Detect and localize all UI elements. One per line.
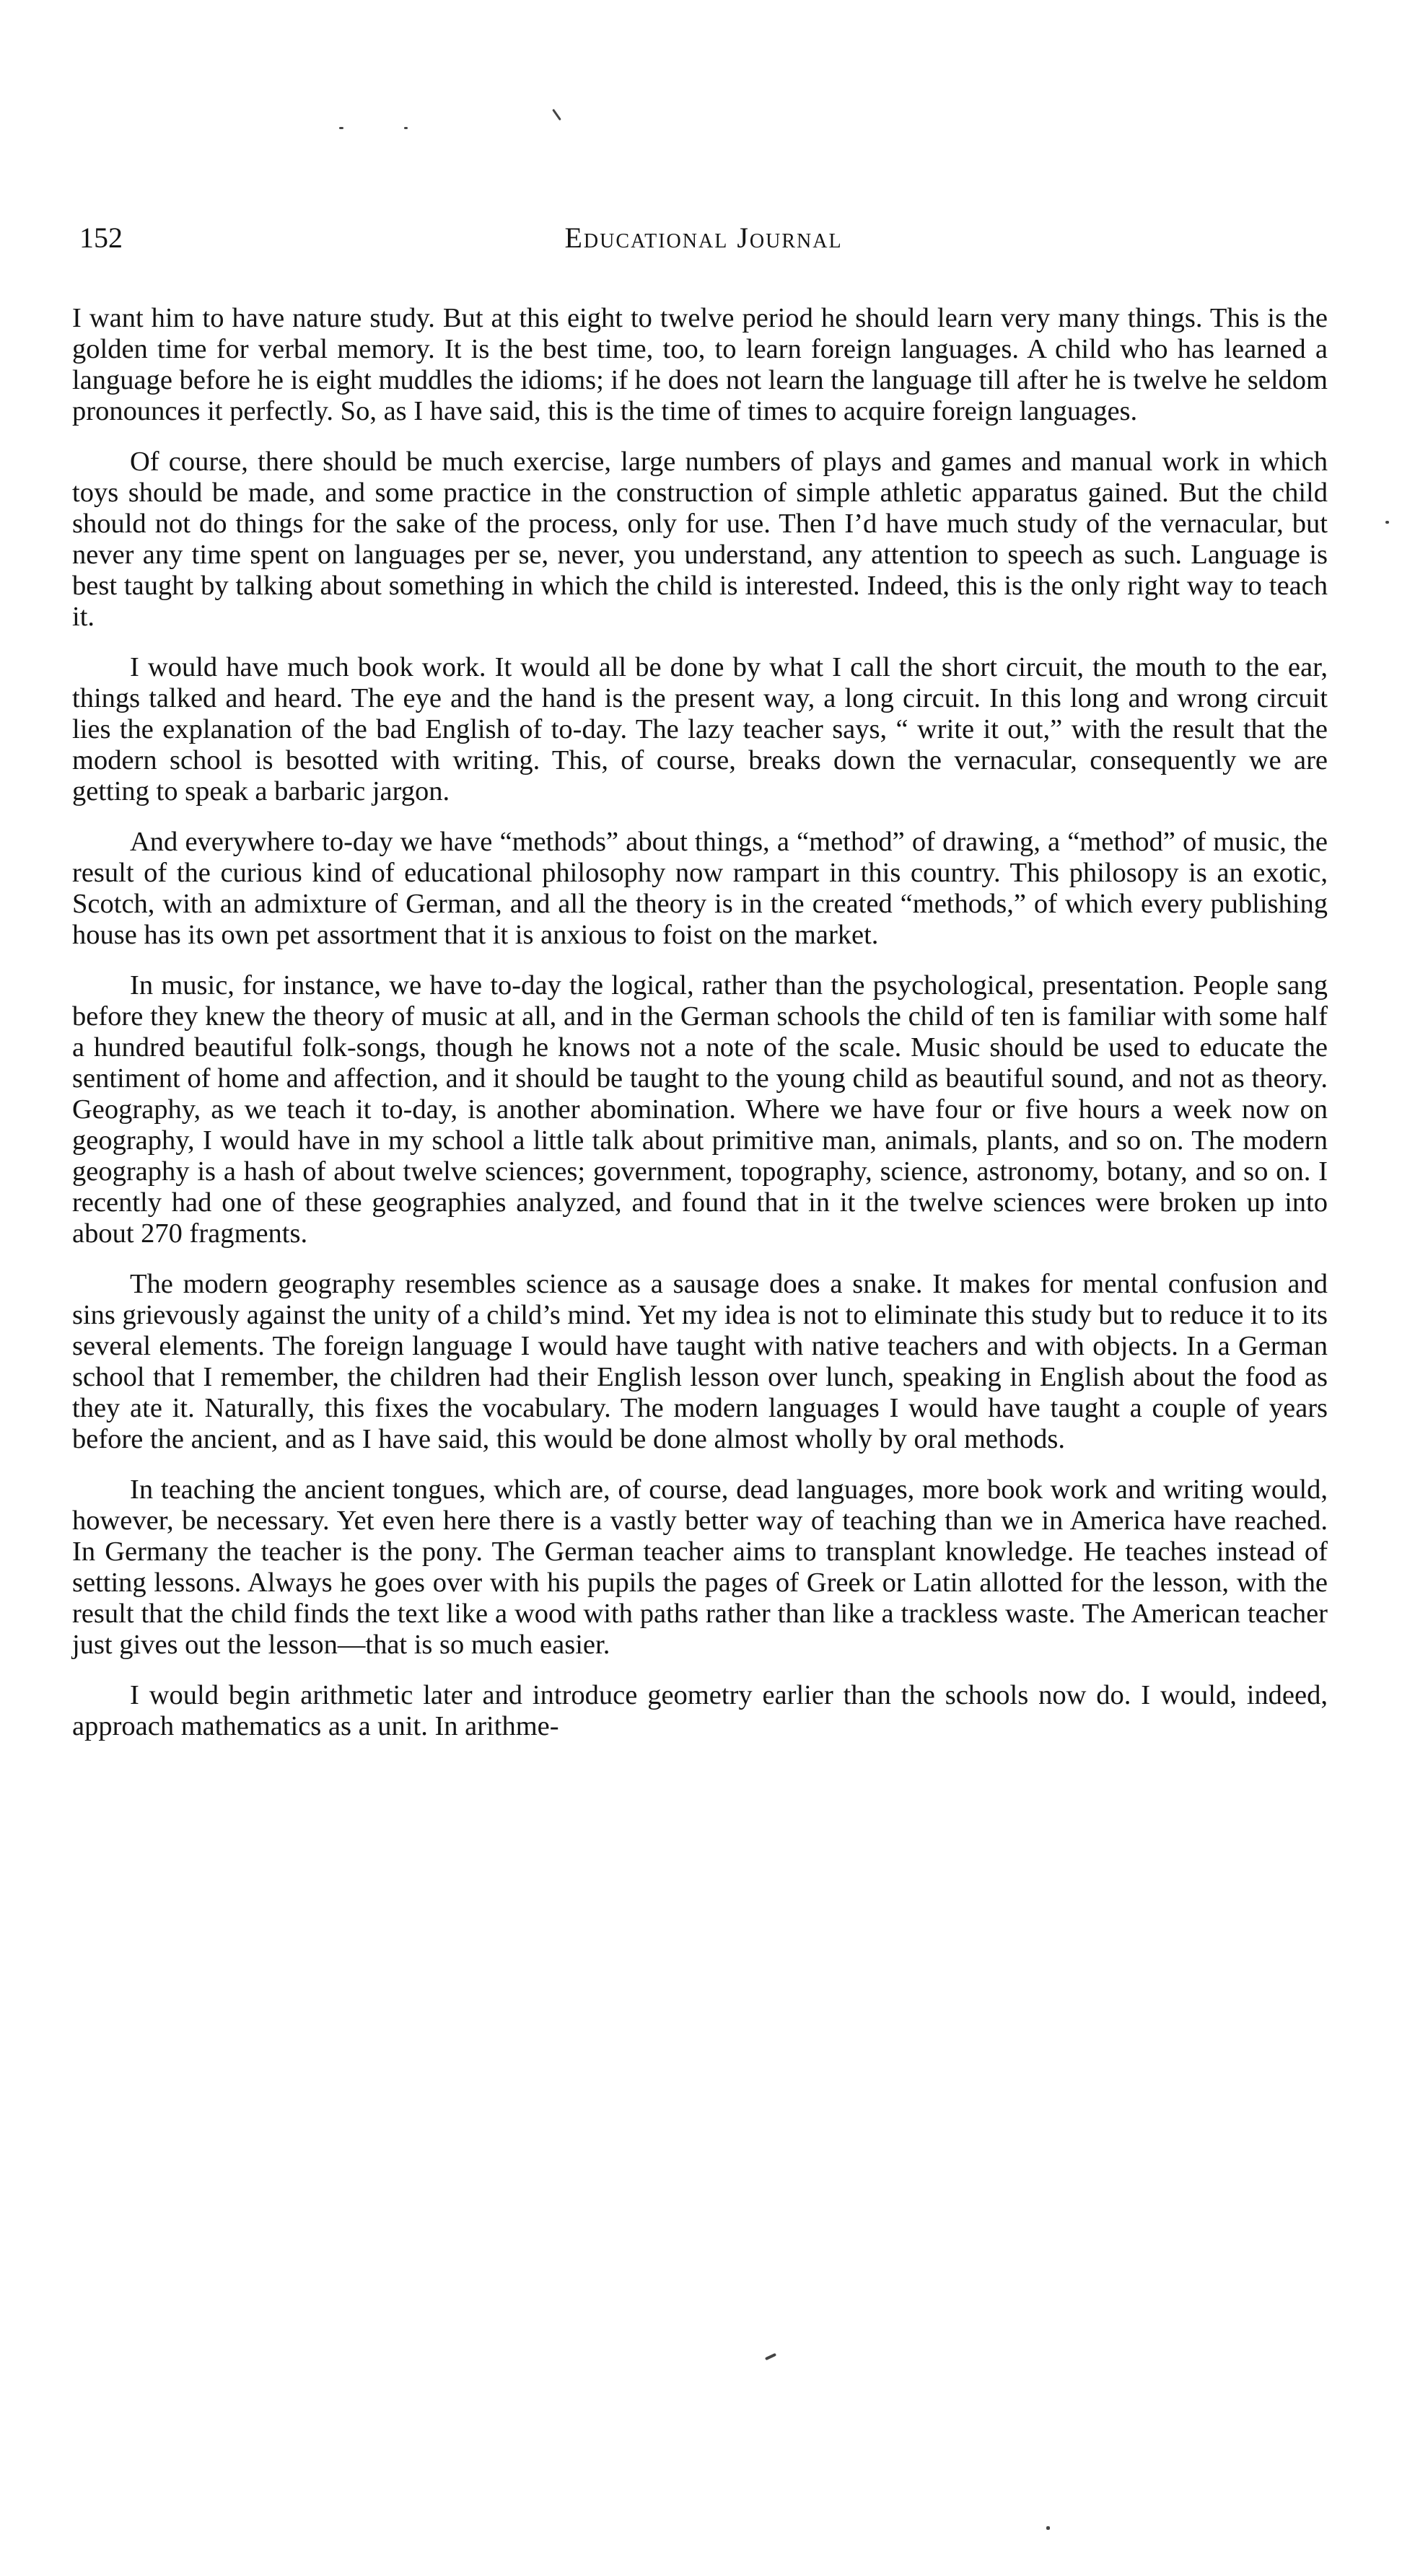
paragraph-8: I would begin arithmetic later and introduce geometry earlier than the schools now do. I would, indeed, approach mathematics as a unit. In arithme- [72, 1680, 1328, 1741]
running-head [79, 216, 1328, 260]
paragraph-1: I want him to have nature study. But at this eight to twelve period he should learn very many things. This is the golden time for verbal memory. It is the best time, too, to learn foreign languages. A child who has learned a language before he is eight muddles the idioms; if he does not learn the language till after he is twelve he seldom pronounces it perfectly. So, as I have said, this is the time of times to acquire foreign languages. [72, 303, 1328, 426]
scan-speck [552, 109, 561, 120]
page-number: 152 [79, 221, 123, 254]
scan-speck [765, 2353, 776, 2360]
scan-speck [339, 127, 343, 129]
paragraph-5: In music, for instance, we have to-day the logical, rather than the psychological, presentation. People sang before they knew the theory of music at all, and in the German schools the child of ten is familiar with some half a hundred beautiful folk-songs, though he knows not a note of the scale. Music should be used to educate the sentiment of home and affection, and it should be taught to the young child as beautiful sound, and not as theory. Geography, as we teach it to-day, is another abomination. Where we have four or five hours a week now on geography, I would have in my school a little talk about primitive man, animals, plants, and so on. The modern geography is a hash of about twelve sciences; government, topography, science, astronomy, botany, and so on. I recently had one of these geographies analyzed, and found that in it the twelve sciences were broken up into about 270 fragments. [72, 970, 1328, 1249]
paragraph-3: I would have much book work. It would all be done by what I call the short circuit, the mouth to the ear, things talked and heard. The eye and the hand is the present way, a long circuit. In this long and wrong circuit lies the explanation of the bad English of to-day. The lazy teacher says, “ write it out,” with the result that the modern school is besotted with writing. This, of course, breaks down the vernacular, consequently we are getting to speak a barbaric jargon. [72, 652, 1328, 806]
scan-speck [1046, 2526, 1050, 2530]
scan-speck [404, 127, 408, 129]
scan-speck [1385, 521, 1389, 524]
paragraph-4: And everywhere to-day we have “methods” about things, a “method” of drawing, a “method” of music, the result of the curious kind of educational philosophy now rampart in this country. This philosopy is an exotic, Scotch, with an admixture of German, and all the theory is in the created “methods,” of which every publishing house has its own pet assortment that it is anxious to foist on the market. [72, 827, 1328, 950]
paragraph-7: In teaching the ancient tongues, which are, of course, dead languages, more book work and writing would, however, be necessary. Yet even here there is a vastly better way of teaching than we in America have reached. In Germany the teacher is the pony. The German teacher aims to transplant knowledge. He teaches instead of setting lessons. Always he goes over with his pupils the pages of Greek or Latin allotted for the lesson, with the result that the child finds the text like a wood with paths rather than like a trackless waste. The American teacher just gives out the lesson—that is so much easier. [72, 1474, 1328, 1660]
paragraph-6: The modern geography resembles science as a sausage does a snake. It makes for mental confusion and sins grievously against the unity of a child’s mind. Yet my idea is not to eliminate this study but to reduce it to its several elements. The foreign language I would have taught with native teachers and with objects. In a German school that I remember, the children had their English lesson over lunch, speaking in English about the food as they ate it. Naturally, this fixes the vocabulary. The modern languages I would have taught a couple of years before the ancient, and as I have said, this would be done almost wholly by oral methods. [72, 1269, 1328, 1454]
journal-title: Educational Journal [564, 221, 843, 254]
article-body [72, 303, 1328, 1762]
paragraph-2: Of course, there should be much exercise, large numbers of plays and games and manual work in which toys should be made, and some practice in the construction of simple athletic apparatus gained. But the child should not do things for the sake of the process, only for use. Then I’d have much study of the vernacular, but never any time spent on languages per se, never, you understand, any attention to speech as such. Language is best taught by talking about something in which the child is interested. Indeed, this is the only right way to teach it. [72, 447, 1328, 632]
